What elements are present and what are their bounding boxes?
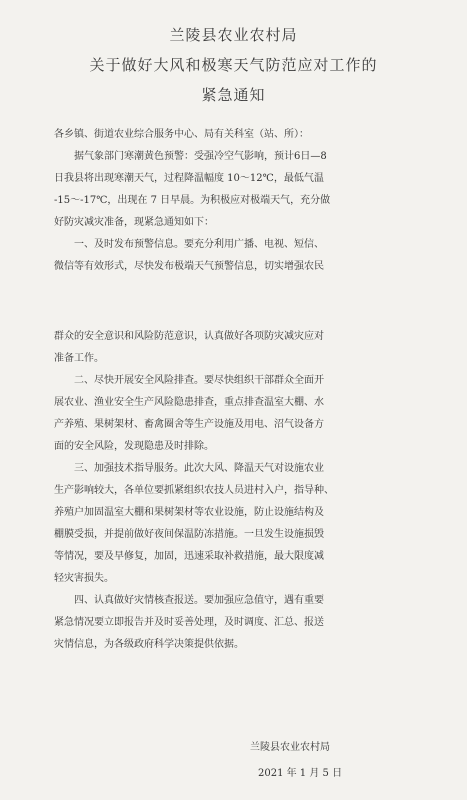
intro-line-3: -15～-17℃，出现在 7 日早晨。为积极应对极端天气，充分做	[54, 195, 331, 206]
section-3-line-1: 三、加强技术指导服务。此次大风、降温天气对设施农业	[74, 463, 324, 474]
intro-line-2: 日我县将出现寒潮天气，过程降温幅度 10～12℃，最低气温	[54, 173, 324, 184]
section-4-line-2: 紧急情况要立即报告并及时妥善处理，及时调度、汇总、报送	[54, 617, 324, 628]
intro-line-4: 好防灾减灾准备，现紧急通知如下：	[54, 217, 214, 228]
section-2-line-2: 展农业、渔业安全生产风险隐患排查，重点排查温室大棚、水	[54, 397, 324, 408]
issuer-title: 兰陵县农业农村局	[169, 26, 298, 44]
section-2-line-4: 面的安全风险，发现隐患及时排除。	[54, 441, 214, 452]
notice-body-upper	[54, 124, 414, 278]
section-1-line-2: 微信等有效形式，尽快发布极端天气预警信息，切实增强农民	[54, 261, 324, 272]
section-4-line-1: 四、认真做好灾情核查报送。要加强应急值守，遇有重要	[74, 595, 324, 606]
notice-body-lower	[54, 326, 414, 656]
section-1-line-3: 群众的安全意识和风险防范意识，认真做好各项防灾减灾应对	[54, 331, 324, 342]
section-1-line-4: 准备工作。	[54, 353, 104, 364]
section-2-line-3: 产养殖、果树架材、畜禽圈舍等生产设施及用电、沼气设备方	[54, 419, 324, 430]
intro-line-1: 据气象部门寒潮黄色预警：受强冷空气影响，预计6日—8	[74, 151, 327, 162]
section-4-line-3: 灾情信息，为各级政府科学决策提供依据。	[54, 639, 244, 650]
notice-title-line-1: 关于做好大风和极寒天气防范应对工作的	[89, 56, 378, 74]
section-3-line-5: 等情况，要及早修复，加固，迅速采取补救措施，最大限度减	[54, 551, 324, 562]
signature-date: 2021 年 1 月 5 日	[258, 768, 343, 779]
salutation: 各乡镇、街道农业综合服务中心、局有关科室（站、所）：	[54, 129, 309, 140]
section-3-line-2: 生产影响较大，各单位要抓紧组织农技人员进村入户，指导种、	[54, 485, 334, 496]
section-2-line-1: 二、尽快开展安全风险排查。要尽快组织干部群众全面开	[74, 375, 324, 386]
section-3-line-4: 棚膜受损，并提前做好夜间保温防冻措施。一旦发生设施损毁	[54, 529, 324, 540]
section-1-line-1: 一、及时发布预警信息。要充分利用广播、电视、短信、	[74, 239, 324, 250]
section-3-line-6: 轻灾害损失。	[54, 573, 114, 584]
section-3-line-3: 养殖户加固温室大棚和果树架材等农业设施，防止设施结构及	[54, 507, 324, 518]
signature-organization: 兰陵县农业农村局	[250, 742, 330, 753]
notice-title-line-2: 紧急通知	[201, 86, 266, 104]
